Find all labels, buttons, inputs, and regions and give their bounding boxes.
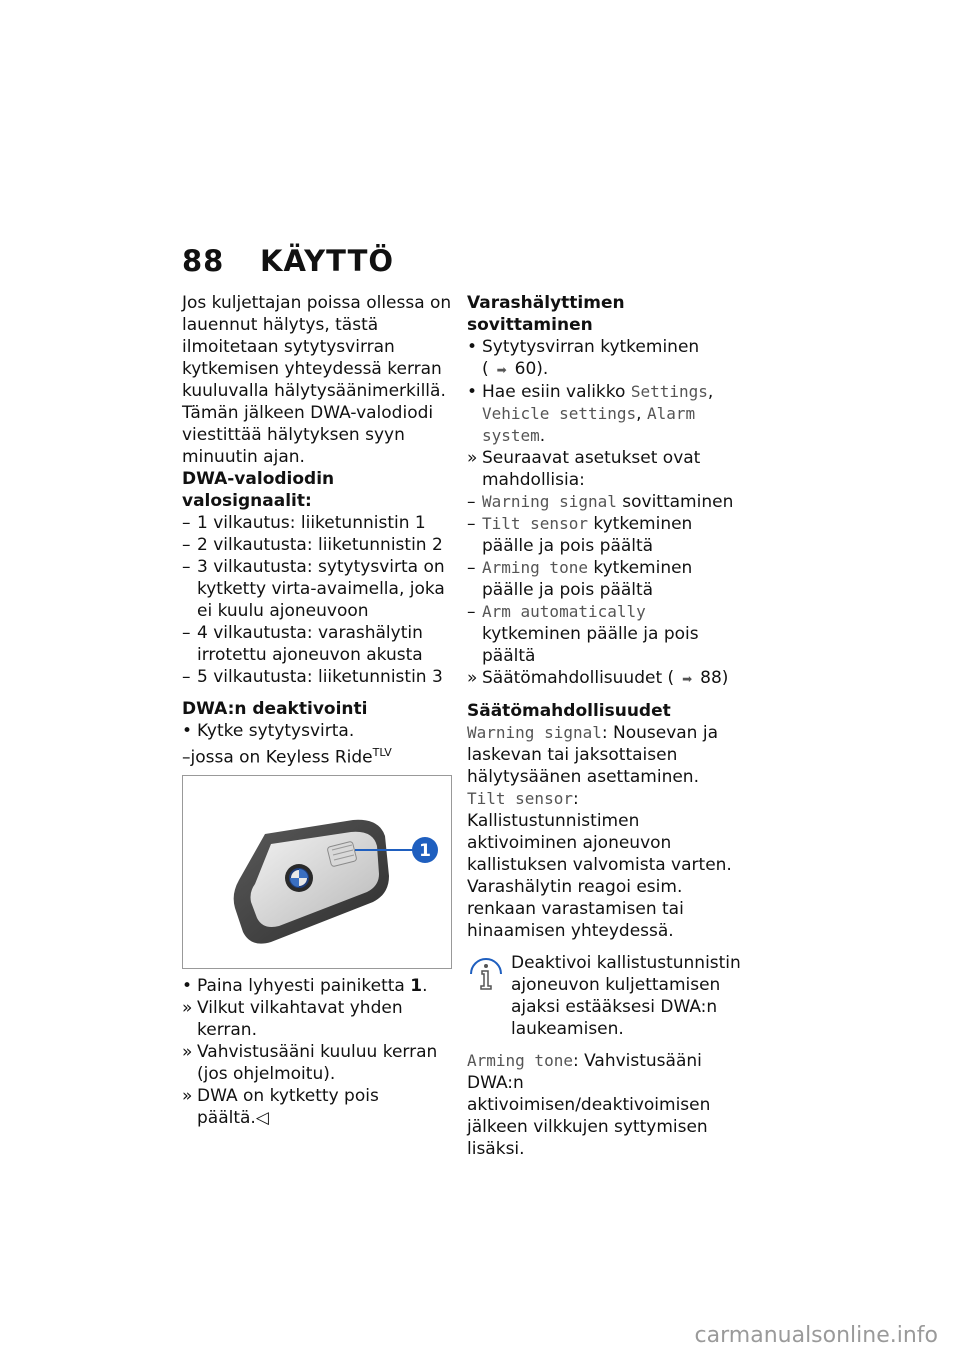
list-item: – 2 vilkautusta: liiketunnistin 2 xyxy=(182,535,443,555)
info-note xyxy=(467,952,742,1040)
list-item: – 1 vilkautus: liiketunnistin 1 xyxy=(182,513,426,533)
list-item: • Hae esiin valikko Settings, Vehicle settings, Alarm system. xyxy=(467,382,714,446)
arrow-right-icon: ➡ xyxy=(496,363,507,377)
list-item: – Arming tone kytkeminen päälle ja pois päältä xyxy=(467,558,693,600)
chapter-title: KÄYTTÖ xyxy=(260,244,395,278)
settings-heading: Säätömahdollisuudet xyxy=(467,701,671,721)
page-reference: 60). xyxy=(514,359,549,379)
page-header xyxy=(182,244,394,278)
deactivation-heading: DWA:n deaktivointi xyxy=(182,699,368,719)
menu-alarm-system: Alarm system xyxy=(482,404,696,445)
list-item: • Sytytysvirran kytkeminen ( ➡ 60). xyxy=(467,337,700,379)
list-item: » Vahvistusääni kuuluu kerran (jos ohjelmoitu). xyxy=(182,1041,438,1084)
deact-step: Kytke sytytysvirta. xyxy=(197,721,355,741)
signal-5: 5 vilkautusta: liiketunnistin 3 xyxy=(197,667,443,687)
result-3: DWA on kytketty pois päältä. xyxy=(197,1085,379,1128)
menu-vehicle-settings: Vehicle settings xyxy=(482,404,637,423)
info-icon xyxy=(467,954,505,992)
signal-2: 2 vilkautusta: liiketunnistin 2 xyxy=(197,535,443,555)
left-column xyxy=(182,292,452,1129)
signal-1: 1 vilkautus: liiketunnistin 1 xyxy=(197,513,426,533)
arming-tone-description: Arming tone: Vahvistusääni DWA:n aktivoimisen/deaktivoimisen jälkeen vilkkujen syttymisen lisäksi. xyxy=(467,1051,711,1159)
signal-4: 4 vilkautusta: varashälytin irrotettu ajoneuvon akusta xyxy=(197,623,423,665)
end-mark-icon: ◁ xyxy=(255,1107,269,1128)
tilt-sensor-description: Tilt sensor: Kallistustunnistimen aktivoiminen ajoneuvon kallistuksen valvomista varten. Varashälytin reagoi esim. renkaan varastamisen tai hinaamisen yhteydessä. xyxy=(467,789,732,941)
page-number: 88 xyxy=(182,244,225,278)
menu-settings: Settings xyxy=(630,382,708,401)
button-reference: 1 xyxy=(410,975,423,996)
list-item: » Vilkut vilkahtavat yhden kerran. xyxy=(182,997,403,1040)
list-item: – Warning signal sovittaminen xyxy=(467,492,734,512)
right-column xyxy=(467,292,742,1160)
signal-3: 3 vilkautusta: sytytysvirta on kytketty virta-avaimella, joka ei kuulu ajoneuvoon xyxy=(197,557,445,621)
arrow-right-icon: ➡ xyxy=(682,672,693,686)
signals-heading: DWA-valodiodin valosignaalit: xyxy=(182,469,335,511)
figure-callout: 1 xyxy=(419,840,431,861)
site-watermark: carmanualsonline.info xyxy=(694,1323,938,1348)
list-item: – 3 vilkautusta: sytytysvirta on kytketty virta-avaimella, joka ei kuulu ajoneuvoon xyxy=(182,557,445,621)
list-item: – Tilt sensor kytkeminen päälle ja pois päältä xyxy=(467,514,693,556)
key-fob-icon xyxy=(183,776,451,968)
intro-paragraph: Jos kuljettajan poissa ollessa on lauennut hälytys, tästä ilmoitetaan sytytysvirran kytkemisen yhteydessä kerran kuuluvalla hälytysäänimerkillä. Tämän jälkeen DWA-valodiodi viestittää hälytyksen syyn minuutin ajan. xyxy=(182,293,452,467)
list-item: » DWA on kytketty pois päältä.◁ xyxy=(182,1085,379,1128)
list-item: – 5 vilkautusta: liiketunnistin 3 xyxy=(182,667,443,687)
list-item: » Seuraavat asetukset ovat mahdollisia: xyxy=(467,448,701,490)
list-item: – Arm automatically kytkeminen päälle ja pois päältä xyxy=(467,602,699,666)
keyless-condition: –jossa on Keyless Ride$^{TLV}$ xyxy=(182,746,392,768)
list-item: – 4 vilkautusta: varashälytin irrotettu ajoneuvon akusta xyxy=(182,623,423,665)
list-item: • Kytke sytytysvirta. xyxy=(182,721,355,741)
list-item: » Säätömahdollisuudet ( ➡ 88) xyxy=(467,668,729,688)
list-item: • Paina lyhyesti painiketta 1. xyxy=(182,975,428,996)
keyless-superscript: TLV xyxy=(372,746,392,759)
key-fob-figure xyxy=(182,775,452,969)
result-2: Vahvistusääni kuuluu kerran (jos ohjelmoitu). xyxy=(197,1041,438,1084)
note-text: Deaktivoi kallistustunnistin ajoneuvon kuljettamisen ajaksi estääksesi DWA:n laukeamisen. xyxy=(511,953,741,1039)
adjust-heading: Varashälyttimen sovittaminen xyxy=(467,293,625,335)
page-reference: 88) xyxy=(700,668,729,688)
warning-signal-description: Warning signal: Nousevan ja laskevan tai jaksottaisen hälytysäänen asettaminen. xyxy=(467,723,718,787)
result-1: Vilkut vilkahtavat yhden kerran. xyxy=(197,997,403,1040)
